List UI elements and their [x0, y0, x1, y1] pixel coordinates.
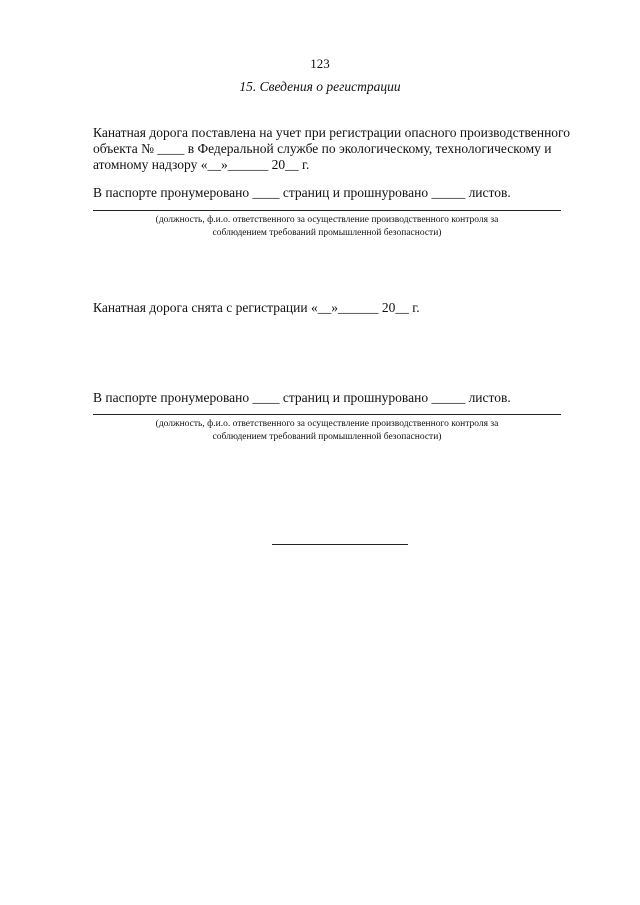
- deregistration-caption-line-1: (должность, ф.и.о. ответственного за осуществление производственного контроля за: [155, 419, 499, 429]
- page-number: 123: [310, 56, 330, 71]
- registration-passport-line: В паспорте пронумеровано ____ страниц и прошнуровано _____ листов.: [93, 185, 511, 200]
- registration-text-line-3: атомному надзору «__»______ 20__ г.: [93, 157, 310, 172]
- registration-caption-line-1: (должность, ф.и.о. ответственного за осуществление производственного контроля за: [155, 215, 499, 225]
- deregistration-passport-line: В паспорте пронумеровано ____ страниц и прошнуровано _____ листов.: [93, 390, 511, 405]
- registration-text-line-1: Канатная дорога поставлена на учет при регистрации опасного производственного: [93, 125, 570, 140]
- end-divider: [272, 544, 408, 545]
- deregistration-caption-line-2: соблюдением требований промышленной безопасности): [212, 432, 442, 442]
- registration-signature-line: [93, 210, 561, 211]
- deregistration-text-line: Канатная дорога снята с регистрации «__»______ 20__ г.: [93, 300, 420, 315]
- registration-caption-line-2: соблюдением требований промышленной безопасности): [212, 228, 442, 238]
- deregistration-signature-line: [93, 414, 561, 415]
- registration-text-line-2: объекта № ____ в Федеральной службе по экологическому, технологическому и: [93, 141, 552, 156]
- section-title: 15. Сведения о регистрации: [239, 79, 401, 94]
